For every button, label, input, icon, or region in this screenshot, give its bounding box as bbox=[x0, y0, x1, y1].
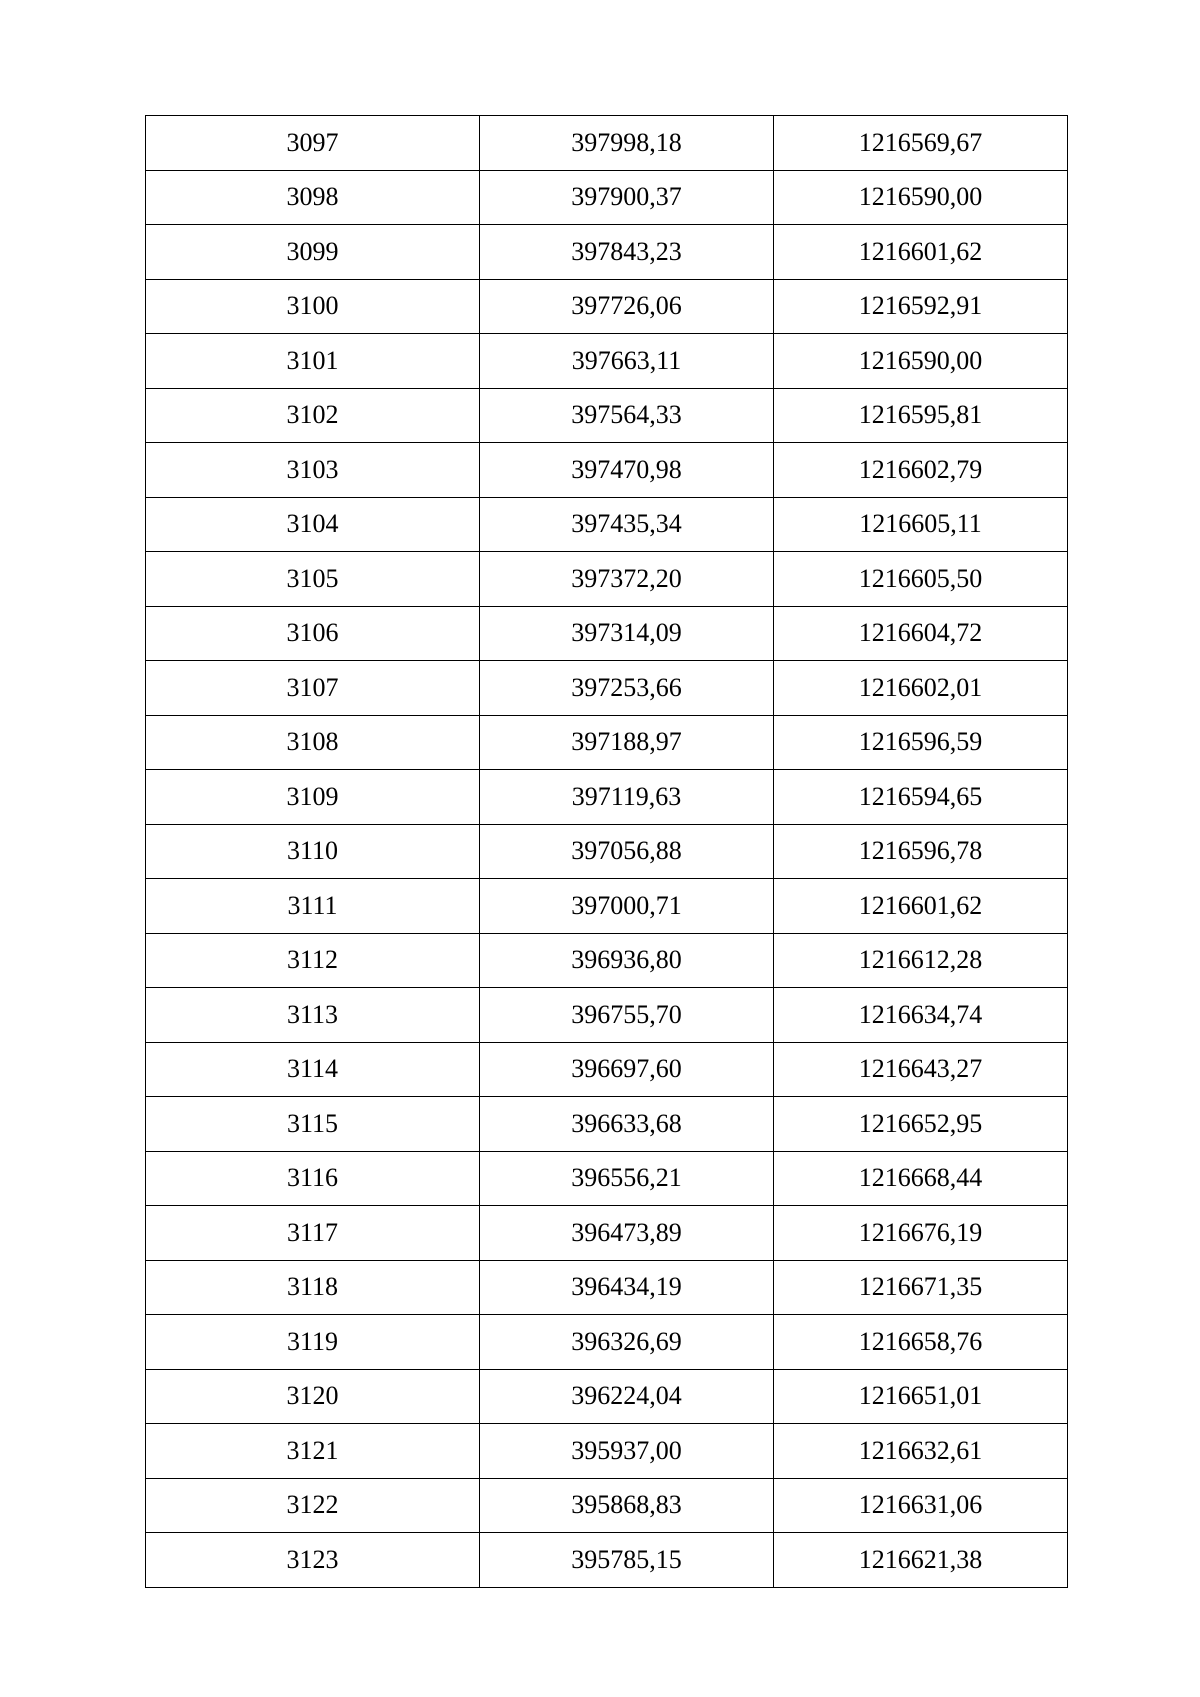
y-coordinate-cell: 1216590,00 bbox=[774, 334, 1068, 389]
x-coordinate-cell: 397843,23 bbox=[480, 225, 774, 280]
point-number-cell: 3121 bbox=[146, 1424, 480, 1479]
x-coordinate-cell: 397056,88 bbox=[480, 824, 774, 879]
table-row bbox=[146, 1206, 1068, 1261]
table-row bbox=[146, 1151, 1068, 1206]
x-coordinate-cell: 396755,70 bbox=[480, 988, 774, 1043]
x-coordinate-cell: 396473,89 bbox=[480, 1206, 774, 1261]
x-coordinate-cell: 397253,66 bbox=[480, 661, 774, 716]
point-number-cell: 3108 bbox=[146, 715, 480, 770]
point-number-cell: 3117 bbox=[146, 1206, 480, 1261]
point-number-cell: 3116 bbox=[146, 1151, 480, 1206]
x-coordinate-cell: 397998,18 bbox=[480, 116, 774, 171]
table-row bbox=[146, 1478, 1068, 1533]
x-coordinate-cell: 397726,06 bbox=[480, 279, 774, 334]
point-number-cell: 3122 bbox=[146, 1478, 480, 1533]
x-coordinate-cell: 397900,37 bbox=[480, 170, 774, 225]
table-row bbox=[146, 1315, 1068, 1370]
table-row bbox=[146, 388, 1068, 443]
y-coordinate-cell: 1216569,67 bbox=[774, 116, 1068, 171]
table-row bbox=[146, 879, 1068, 934]
y-coordinate-cell: 1216596,78 bbox=[774, 824, 1068, 879]
x-coordinate-cell: 395868,83 bbox=[480, 1478, 774, 1533]
x-coordinate-cell: 397372,20 bbox=[480, 552, 774, 607]
table-row bbox=[146, 1369, 1068, 1424]
y-coordinate-cell: 1216602,79 bbox=[774, 443, 1068, 498]
y-coordinate-cell: 1216658,76 bbox=[774, 1315, 1068, 1370]
x-coordinate-cell: 396936,80 bbox=[480, 933, 774, 988]
table-row bbox=[146, 497, 1068, 552]
x-coordinate-cell: 397188,97 bbox=[480, 715, 774, 770]
y-coordinate-cell: 1216602,01 bbox=[774, 661, 1068, 716]
point-number-cell: 3098 bbox=[146, 170, 480, 225]
y-coordinate-cell: 1216671,35 bbox=[774, 1260, 1068, 1315]
table-row bbox=[146, 1097, 1068, 1152]
point-number-cell: 3099 bbox=[146, 225, 480, 280]
y-coordinate-cell: 1216604,72 bbox=[774, 606, 1068, 661]
table-row bbox=[146, 1042, 1068, 1097]
table-row bbox=[146, 824, 1068, 879]
x-coordinate-cell: 396633,68 bbox=[480, 1097, 774, 1152]
point-number-cell: 3106 bbox=[146, 606, 480, 661]
x-coordinate-cell: 397663,11 bbox=[480, 334, 774, 389]
table-row bbox=[146, 606, 1068, 661]
point-number-cell: 3118 bbox=[146, 1260, 480, 1315]
x-coordinate-cell: 396434,19 bbox=[480, 1260, 774, 1315]
y-coordinate-cell: 1216631,06 bbox=[774, 1478, 1068, 1533]
point-number-cell: 3107 bbox=[146, 661, 480, 716]
point-number-cell: 3104 bbox=[146, 497, 480, 552]
y-coordinate-cell: 1216652,95 bbox=[774, 1097, 1068, 1152]
point-number-cell: 3113 bbox=[146, 988, 480, 1043]
x-coordinate-cell: 395937,00 bbox=[480, 1424, 774, 1479]
point-number-cell: 3109 bbox=[146, 770, 480, 825]
point-number-cell: 3100 bbox=[146, 279, 480, 334]
table-row bbox=[146, 933, 1068, 988]
point-number-cell: 3097 bbox=[146, 116, 480, 171]
y-coordinate-cell: 1216605,11 bbox=[774, 497, 1068, 552]
x-coordinate-cell: 396556,21 bbox=[480, 1151, 774, 1206]
y-coordinate-cell: 1216601,62 bbox=[774, 879, 1068, 934]
table-row bbox=[146, 443, 1068, 498]
x-coordinate-cell: 397314,09 bbox=[480, 606, 774, 661]
y-coordinate-cell: 1216601,62 bbox=[774, 225, 1068, 280]
x-coordinate-cell: 396697,60 bbox=[480, 1042, 774, 1097]
y-coordinate-cell: 1216651,01 bbox=[774, 1369, 1068, 1424]
point-number-cell: 3101 bbox=[146, 334, 480, 389]
point-number-cell: 3123 bbox=[146, 1533, 480, 1588]
point-number-cell: 3111 bbox=[146, 879, 480, 934]
y-coordinate-cell: 1216592,91 bbox=[774, 279, 1068, 334]
y-coordinate-cell: 1216643,27 bbox=[774, 1042, 1068, 1097]
x-coordinate-cell: 397564,33 bbox=[480, 388, 774, 443]
point-number-cell: 3115 bbox=[146, 1097, 480, 1152]
x-coordinate-cell: 395785,15 bbox=[480, 1533, 774, 1588]
y-coordinate-cell: 1216668,44 bbox=[774, 1151, 1068, 1206]
table-row bbox=[146, 334, 1068, 389]
table-row bbox=[146, 225, 1068, 280]
point-number-cell: 3105 bbox=[146, 552, 480, 607]
table-row bbox=[146, 170, 1068, 225]
table-row bbox=[146, 661, 1068, 716]
x-coordinate-cell: 396224,04 bbox=[480, 1369, 774, 1424]
x-coordinate-cell: 396326,69 bbox=[480, 1315, 774, 1370]
point-number-cell: 3110 bbox=[146, 824, 480, 879]
x-coordinate-cell: 397000,71 bbox=[480, 879, 774, 934]
table-row bbox=[146, 715, 1068, 770]
y-coordinate-cell: 1216676,19 bbox=[774, 1206, 1068, 1261]
coordinates-table-body bbox=[146, 116, 1068, 1588]
table-row bbox=[146, 988, 1068, 1043]
table-row bbox=[146, 1424, 1068, 1479]
point-number-cell: 3103 bbox=[146, 443, 480, 498]
table-row bbox=[146, 1260, 1068, 1315]
y-coordinate-cell: 1216612,28 bbox=[774, 933, 1068, 988]
table-row bbox=[146, 116, 1068, 171]
coordinates-table bbox=[145, 115, 1068, 1588]
point-number-cell: 3114 bbox=[146, 1042, 480, 1097]
y-coordinate-cell: 1216621,38 bbox=[774, 1533, 1068, 1588]
x-coordinate-cell: 397435,34 bbox=[480, 497, 774, 552]
point-number-cell: 3112 bbox=[146, 933, 480, 988]
y-coordinate-cell: 1216632,61 bbox=[774, 1424, 1068, 1479]
point-number-cell: 3102 bbox=[146, 388, 480, 443]
table-row bbox=[146, 552, 1068, 607]
y-coordinate-cell: 1216596,59 bbox=[774, 715, 1068, 770]
point-number-cell: 3119 bbox=[146, 1315, 480, 1370]
y-coordinate-cell: 1216590,00 bbox=[774, 170, 1068, 225]
table-row bbox=[146, 770, 1068, 825]
y-coordinate-cell: 1216595,81 bbox=[774, 388, 1068, 443]
y-coordinate-cell: 1216634,74 bbox=[774, 988, 1068, 1043]
y-coordinate-cell: 1216594,65 bbox=[774, 770, 1068, 825]
x-coordinate-cell: 397119,63 bbox=[480, 770, 774, 825]
x-coordinate-cell: 397470,98 bbox=[480, 443, 774, 498]
y-coordinate-cell: 1216605,50 bbox=[774, 552, 1068, 607]
table-row bbox=[146, 1533, 1068, 1588]
table-row bbox=[146, 279, 1068, 334]
point-number-cell: 3120 bbox=[146, 1369, 480, 1424]
